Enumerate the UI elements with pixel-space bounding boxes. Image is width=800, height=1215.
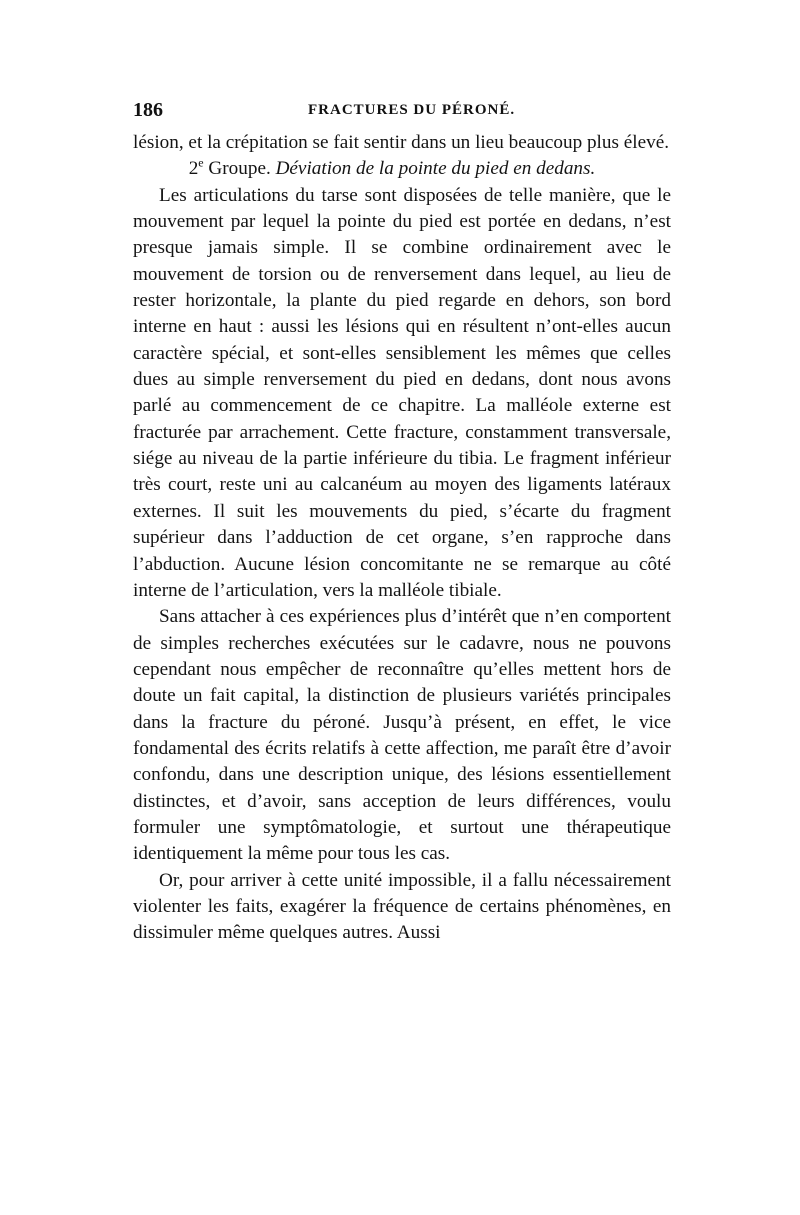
heading-word: Groupe. bbox=[203, 158, 276, 180]
page-header bbox=[133, 98, 673, 122]
paragraph-unite: Or, pour arriver à cette unité impossible, il a fallu nécessairement violenter les faits, exagérer la fréquence de certains phénomènes, en dissimuler même quelques autres. Aussi bbox=[133, 869, 671, 944]
page-number: 186 bbox=[133, 99, 163, 121]
paragraph-continuation: lésion, et la crépitation se fait sentir dans un lieu beaucoup plus élevé. bbox=[133, 132, 670, 153]
heading-title: Déviation de la pointe du pied en dedans. bbox=[275, 158, 596, 180]
section-heading bbox=[133, 156, 671, 182]
heading-superscript: e bbox=[198, 155, 204, 170]
running-head: FRACTURES DU PÉRONÉ. bbox=[308, 102, 516, 118]
heading-number: 2 bbox=[188, 158, 199, 180]
paragraph-articulations: Les articulations du tarse sont disposées de telle manière, que le mouvement par lequel la pointe du pied est portée en dedans, n’est presque jamais simple. Il se combine ordinairement avec le mouvement de torsion ou de renversement dans lequel, au lieu de rester horizontale, la plante du pied regarde en dehors, son bord interne en haut : aussi les lésions qui en résultent n’ont-elles aucun caractère spécial, et sont-elles sensiblement les mêmes que celles dues au simple renversement du pied en dedans, dont nous avons parlé au commencement de ce chapitre. La malléole externe est fracturée par arrachement. Cette fracture, constamment transversale, siége au niveau de la partie inférieure du tibia. Le fragment inférieur très court, reste uni au calcanéum au moyen des ligaments latéraux externes. Il suit les mouvements du pied, s’écarte du fragment supérieur dans l’adduction de cet organe, s’en rapproche dans l’abduction. Aucune lésion concomitante ne se remarque au côté interne de l’articulation, vers la malléole tibiale. bbox=[133, 184, 671, 601]
body-text bbox=[133, 130, 671, 947]
paragraph-experiences: Sans attacher à ces expériences plus d’intérêt que n’en comportent de simples recherches exécutées sur le cadavre, nous ne pouvons cependant nous empêcher de reconnaître qu’elles mettent hors de doute un fait capital, la distinction de plusieurs variétés principales dans la fracture du péroné. Jusqu’à présent, en effet, le vice fondamental des écrits relatifs à cette affection, me paraît être d’avoir confondu, dans une description unique, des lésions essentiellement distinctes, et d’avoir, sans acception de leurs différences, voulu formuler une symptômatologie, et surtout une thérapeutique identiquement la même pour tous les cas. bbox=[133, 606, 671, 865]
